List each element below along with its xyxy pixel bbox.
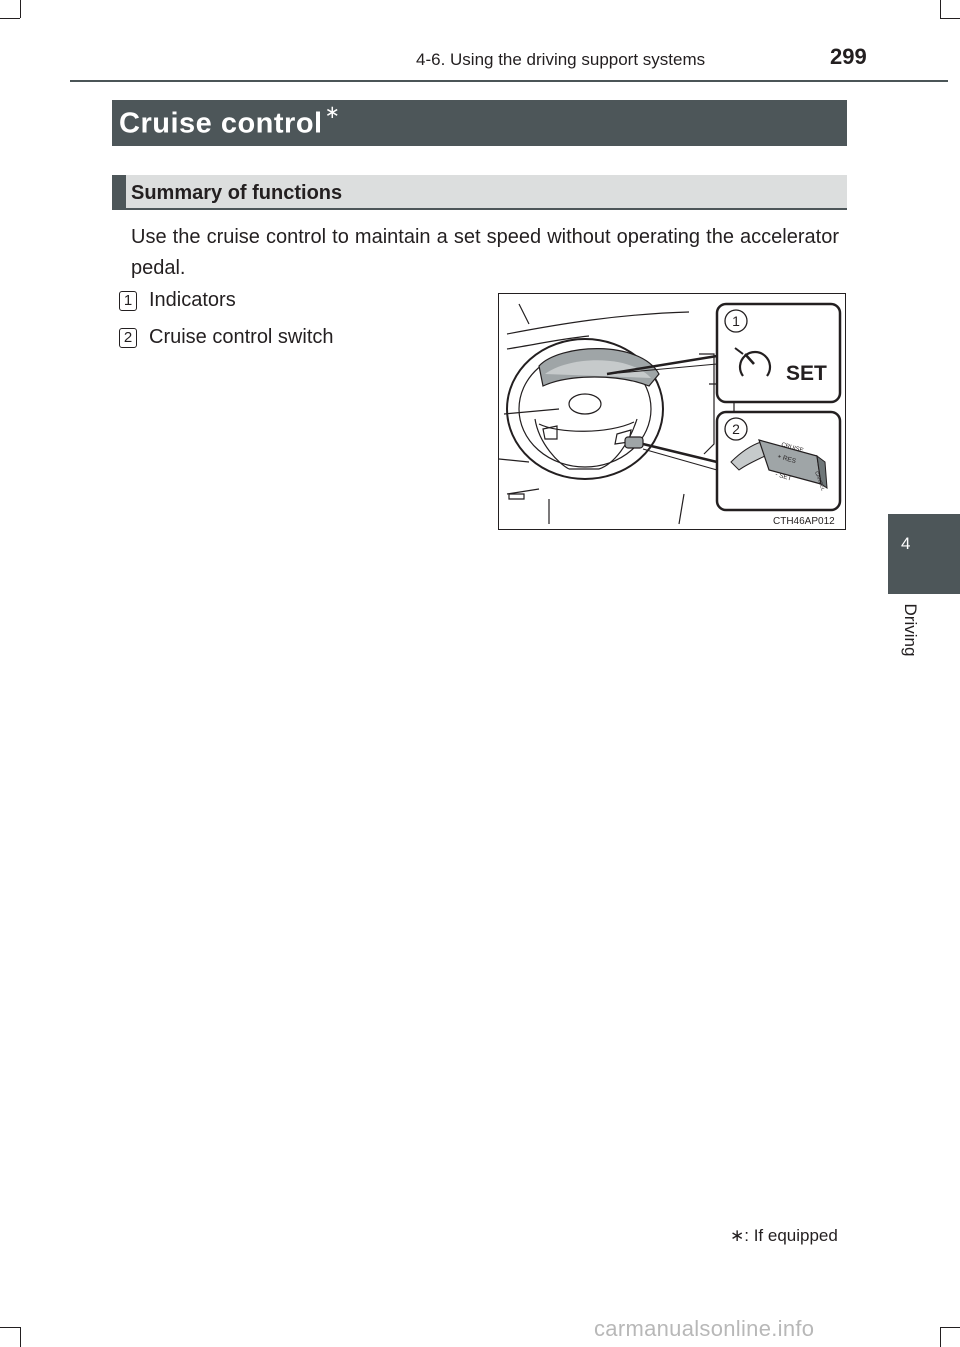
callout-number: 2: [119, 328, 137, 348]
crop-mark: [940, 1327, 960, 1328]
running-head: 4-6. Using the driving support systems: [416, 50, 706, 69]
chapter-label: Driving: [901, 603, 920, 657]
crop-mark: [0, 18, 20, 19]
list-item: [119, 289, 236, 312]
subsection-accent: [112, 175, 126, 210]
list-item: [119, 326, 334, 349]
callout-label: Indicators: [149, 289, 236, 311]
crop-mark: [940, 18, 960, 19]
intro-paragraph: Use the cruise control to maintain a set speed without operating the accelerator pedal.: [131, 226, 839, 279]
footnote-mark: ∗: [730, 1226, 745, 1245]
set-indicator-text: SET: [786, 362, 827, 385]
crop-mark: [940, 0, 941, 18]
page-number: 299: [830, 44, 867, 69]
lever-cruise-label: CRUISE: [780, 442, 804, 455]
lever-set-label: - SET: [774, 471, 793, 483]
crop-mark: [0, 1327, 20, 1328]
cruise-control-illustration: [498, 293, 846, 530]
chapter-tab: [888, 514, 960, 594]
callout-badge-2: 2: [732, 421, 740, 437]
watermark: carmanualsonline.info: [594, 1316, 815, 1341]
lever-cancel-label: CANCEL: [813, 470, 826, 492]
callout-badge-1: 1: [732, 313, 740, 329]
subsection-title: Summary of functions: [131, 182, 343, 204]
crop-mark: [20, 0, 21, 18]
lever-res-label: + RES: [776, 453, 797, 466]
section-title: Cruise control ∗: [119, 102, 341, 140]
subsection-bar: [112, 175, 847, 210]
dashboard-drawing: [499, 294, 845, 529]
chapter-number: 4: [901, 534, 911, 553]
footnote-text: : If equipped: [744, 1226, 838, 1245]
illustration-code: CTH46AP012: [773, 516, 835, 527]
callout-label: Cruise control switch: [149, 326, 334, 348]
section-title-bar: [112, 100, 847, 146]
footnote: [730, 1226, 838, 1246]
callout-number: 1: [119, 291, 137, 311]
equipped-mark: ∗: [324, 102, 341, 122]
header-rule: [70, 80, 948, 82]
crop-mark: [20, 1327, 21, 1347]
crop-mark: [940, 1327, 941, 1347]
